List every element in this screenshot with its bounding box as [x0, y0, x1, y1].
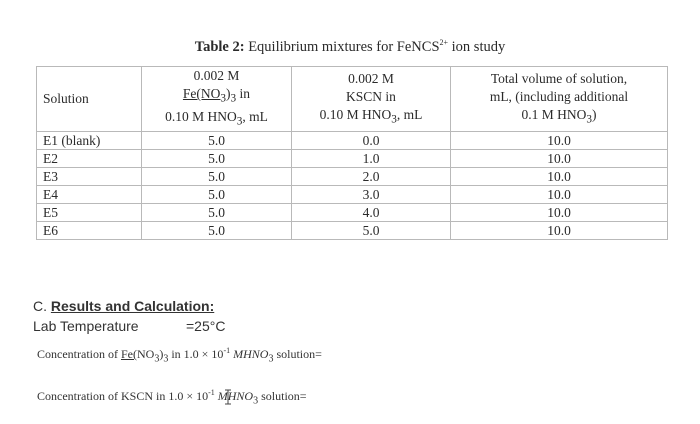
cell-solution: E6 [37, 222, 142, 240]
header-kscn-acid: 0.10 M HNO [319, 106, 392, 122]
kscn-conc-unit: M [214, 389, 228, 403]
header-total-line2: mL, (including additional [489, 88, 629, 104]
caption-text: Equilibrium mixtures for FeNCS [248, 39, 440, 55]
table-row [37, 132, 668, 150]
table-row [37, 150, 668, 168]
fe-conc-amount: in 1.0 × 10 [168, 347, 224, 361]
cell-solution: E2 [37, 150, 142, 168]
cell-total-volume: 10.0 [451, 186, 668, 204]
fe-conc-sub1: 3 [154, 353, 160, 365]
cell-solution: E5 [37, 204, 142, 222]
header-total-acid-sub: 3 [586, 113, 592, 126]
header-fe-line1: 0.002 M [193, 68, 240, 84]
cell-total-volume: 10.0 [451, 150, 668, 168]
fe-concentration-line [37, 347, 322, 364]
cell-kscn-volume: 4.0 [292, 204, 451, 222]
cell-kscn-volume: 3.0 [292, 186, 451, 204]
cell-total-volume: 10.0 [451, 204, 668, 222]
header-kscn [292, 67, 451, 132]
caption-label: Table 2: [194, 39, 245, 55]
cell-kscn-volume: 5.0 [292, 222, 451, 240]
cell-fe-volume: 5.0 [142, 222, 292, 240]
cell-solution: E4 [37, 186, 142, 204]
lab-temperature-label: Lab Temperature [33, 318, 139, 334]
table-row [37, 168, 668, 186]
header-total-line3 [457, 106, 661, 129]
header-kscn-line2: KSCN in [346, 88, 396, 104]
header-total-line1: Total volume of solution, [490, 70, 628, 86]
header-total-close: ) [592, 106, 597, 122]
lab-temperature [33, 318, 226, 334]
header-total-volume [451, 67, 668, 132]
cell-fe-volume: 5.0 [142, 168, 292, 186]
table-row [37, 222, 668, 240]
kscn-conc-acid-sub: 3 [253, 395, 259, 407]
header-fe-in: in [236, 86, 251, 102]
cell-solution: E1 (blank) [37, 132, 142, 150]
text-cursor-icon [224, 389, 232, 405]
header-fe-sub2: 3 [230, 93, 237, 105]
header-fe-close: ) [226, 86, 231, 102]
kscn-conc-prefix: Concentration of KSCN in 1.0 × 10 [37, 389, 209, 403]
cell-total-volume: 10.0 [451, 168, 668, 186]
cell-fe-volume: 5.0 [142, 204, 292, 222]
caption-tail: ion study [451, 39, 506, 55]
cell-total-volume: 10.0 [451, 132, 668, 150]
fe-conc-exponent: -1 [223, 346, 231, 355]
fe-conc-nitrate: NO [136, 347, 155, 361]
kscn-conc-end: solution= [258, 389, 307, 403]
header-fe-line2 [148, 85, 285, 108]
header-fe-sub1: 3 [220, 93, 227, 105]
cell-fe-volume: 5.0 [142, 150, 292, 168]
table-caption [0, 39, 700, 56]
table-header-row [37, 67, 668, 132]
cell-kscn-volume: 2.0 [292, 168, 451, 186]
lab-temperature-value: =25°C [186, 318, 226, 334]
header-fe-acid-sub: 3 [236, 115, 243, 128]
kscn-concentration-line [37, 389, 307, 406]
cell-kscn-volume: 1.0 [292, 150, 451, 168]
cell-fe-volume: 5.0 [142, 132, 292, 150]
header-solution: Solution [37, 67, 142, 132]
header-fe-acid: 0.10 M HNO [165, 109, 237, 124]
fe-conc-sub2: 3 [163, 353, 169, 365]
header-kscn-line3 [298, 106, 444, 129]
cell-solution: E3 [37, 168, 142, 186]
fe-conc-end: solution= [273, 347, 322, 361]
caption-charge: 2+ [439, 38, 449, 48]
fe-conc-unit: M [230, 347, 244, 361]
table-row [37, 186, 668, 204]
header-fe-formula: Fe(NO [182, 86, 221, 102]
header-total-acid: 0.1 M HNO [521, 106, 587, 122]
cell-fe-volume: 5.0 [142, 186, 292, 204]
header-fe-line3 [148, 108, 285, 131]
kscn-conc-acid: HNO [227, 389, 254, 403]
fe-conc-acid: HNO [243, 347, 269, 361]
fe-conc-acid-sub: 3 [268, 353, 274, 365]
cell-total-volume: 10.0 [451, 222, 668, 240]
cell-kscn-volume: 0.0 [292, 132, 451, 150]
fe-conc-formula: Fe( [120, 347, 137, 361]
header-kscn-acid-sub: 3 [391, 113, 397, 126]
section-heading [33, 298, 214, 314]
section-title: Results and Calculation: [50, 298, 215, 314]
header-fe-unit: , mL [242, 109, 268, 124]
fe-conc-close: ) [159, 347, 164, 361]
section-prefix: C. [33, 298, 51, 314]
equilibrium-table [36, 66, 668, 240]
fe-conc-prefix: Concentration of [37, 347, 121, 361]
header-kscn-line1: 0.002 M [348, 70, 394, 86]
kscn-conc-exponent: -1 [208, 388, 215, 397]
header-fe-nitrate [142, 67, 292, 132]
table-row [37, 204, 668, 222]
header-kscn-unit: , mL [396, 106, 423, 122]
